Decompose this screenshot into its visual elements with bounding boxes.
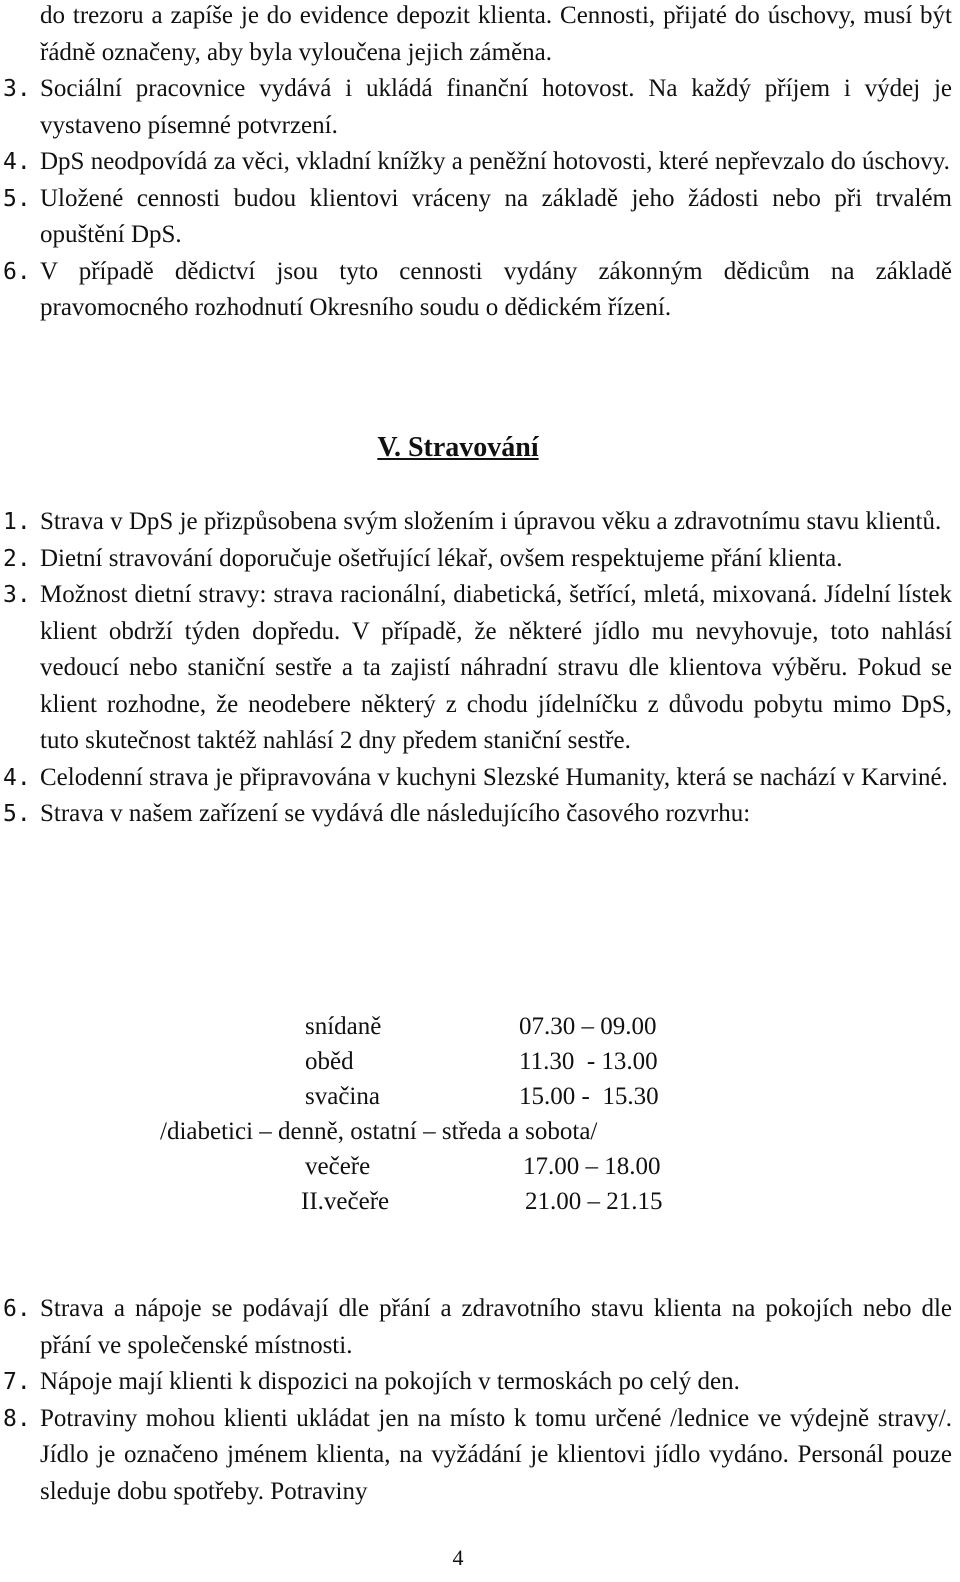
list-item — [0, 181, 960, 254]
item-number: 3. — [3, 582, 31, 608]
meal-time: 11.30 - 13.00 — [519, 1048, 658, 1075]
meal-name: oběd — [305, 1048, 354, 1075]
schedule-row — [0, 1009, 960, 1044]
schedule-row — [0, 1044, 960, 1079]
item-text: V případě dědictví jsou tyto cennosti vydány zákonným dědicům na základě pravomocného rozhodnutí Okresního soudu o dědickém řízení. — [40, 257, 952, 321]
item-text: Celodenní strava je připravována v kuchyni Slezské Humanity, která se nachází v Karviné. — [40, 763, 948, 791]
continued-paragraph — [0, 0, 960, 71]
item-text: Nápoje mají klienti k dispozici na pokojích v termoskách po celý den. — [40, 1368, 740, 1395]
section-5-list — [0, 504, 960, 833]
list-item — [0, 1291, 960, 1364]
item-number: 4. — [3, 149, 31, 175]
section-5-list-continued — [0, 1291, 960, 1510]
meal-time: 07.30 – 09.00 — [519, 1013, 657, 1040]
item-number: 5. — [3, 185, 31, 212]
list-item — [0, 71, 960, 144]
list-item — [0, 1401, 960, 1511]
meal-time: 21.00 – 21.15 — [525, 1188, 663, 1215]
item-number: 2. — [3, 545, 31, 572]
item-text: Uložené cennosti budou klientovi vráceny na základě jeho žádosti nebo při trvalém opuštění DpS. — [40, 184, 952, 248]
item-text: Dietní stravování doporučuje ošetřující lékař, ovšem respektujeme přání klienta. — [40, 544, 843, 572]
schedule-note: /diabetici – denně, ostatní – středa a sobota/ — [160, 1118, 598, 1145]
continued-line-1: do trezoru a zapíše je do evidence depozit klienta. Cennosti, přijaté do — [40, 2, 760, 29]
item-number: 3. — [3, 76, 31, 102]
schedule-row — [0, 1149, 960, 1184]
item-text: Možnost dietní stravy: strava racionální, diabetická, šetřící, mletá, mixovaná. Jídelní lístek klient obdrží týden dopředu. V případě, že některé jídlo mu nevyhovuje, toto nahlásí vedoucí nebo staniční sestře a ta zajistí náhradní stravu dle klientova výběru. Pokud se klient rozhodne, že neodebere některý z chodu jídelníčku z důvodu pobytu mimo DpS, tuto skutečnost taktéž nahlásí 2 dny předem staniční sestře. — [40, 581, 952, 754]
item-number: 1. — [3, 509, 31, 535]
item-text: Potraviny mohou klienti ukládat jen na místo k tomu určené /lednice ve výdejně stravy/. Jídlo je označeno jménem klienta, na vyžádání je klientovi jídlo vydáno. Personál pouze sleduje dobu spotřeby. Potraviny — [40, 1404, 952, 1505]
list-item — [0, 760, 960, 797]
item-number: 5. — [3, 801, 31, 827]
schedule-row — [0, 1079, 960, 1114]
item-number: 6. — [3, 258, 31, 285]
meal-name: snídaně — [305, 1013, 382, 1040]
continued-text — [0, 0, 960, 71]
meal-time: 15.00 - 15.30 — [519, 1083, 659, 1110]
meal-name: večeře — [305, 1153, 371, 1180]
item-text: DpS neodpovídá za věci, vkladní knížky a peněžní hotovosti, které nepřevzalo do úschovy. — [40, 148, 950, 175]
list-item — [0, 577, 960, 760]
list-item — [0, 541, 960, 578]
list-item — [0, 254, 960, 327]
item-text: Strava v našem zařízení se vydává dle následujícího časového rozvrhu: — [40, 800, 751, 827]
item-number: 8. — [3, 1405, 31, 1432]
item-number: 7. — [3, 1369, 31, 1395]
item-text: Strava v DpS je přizpůsobena svým složením i úpravou věku a zdravotnímu stavu klientů. — [40, 508, 942, 535]
list-item — [0, 1364, 960, 1401]
list-item — [0, 144, 960, 181]
section-4-list — [0, 71, 960, 327]
schedule-row — [0, 1184, 960, 1219]
page-number: 4 — [452, 1545, 464, 1570]
meal-name: svačina — [305, 1083, 380, 1110]
section-heading: V. Stravování — [377, 432, 539, 463]
list-item — [0, 504, 960, 541]
meal-time: 17.00 – 18.00 — [523, 1153, 661, 1180]
schedule-note-row — [0, 1114, 960, 1149]
item-text: Sociální pracovnice vydává i ukládá finanční hotovost. Na každý příjem i výdej je vystaveno písemné potvrzení. — [40, 75, 952, 139]
item-number: 4. — [3, 764, 31, 791]
meal-name: II.večeře — [301, 1188, 390, 1215]
item-text: Strava a nápoje se podávají dle přání a zdravotního stavu klienta na pokojích nebo dle přání ve společenské místnosti. — [40, 1295, 952, 1359]
continued-line-2: úschovy, musí být řádně označeny, aby byla vyloučena jejich záměna. — [40, 2, 952, 66]
list-item — [0, 796, 960, 833]
meal-schedule — [0, 1009, 960, 1219]
item-number: 6. — [3, 1296, 31, 1322]
